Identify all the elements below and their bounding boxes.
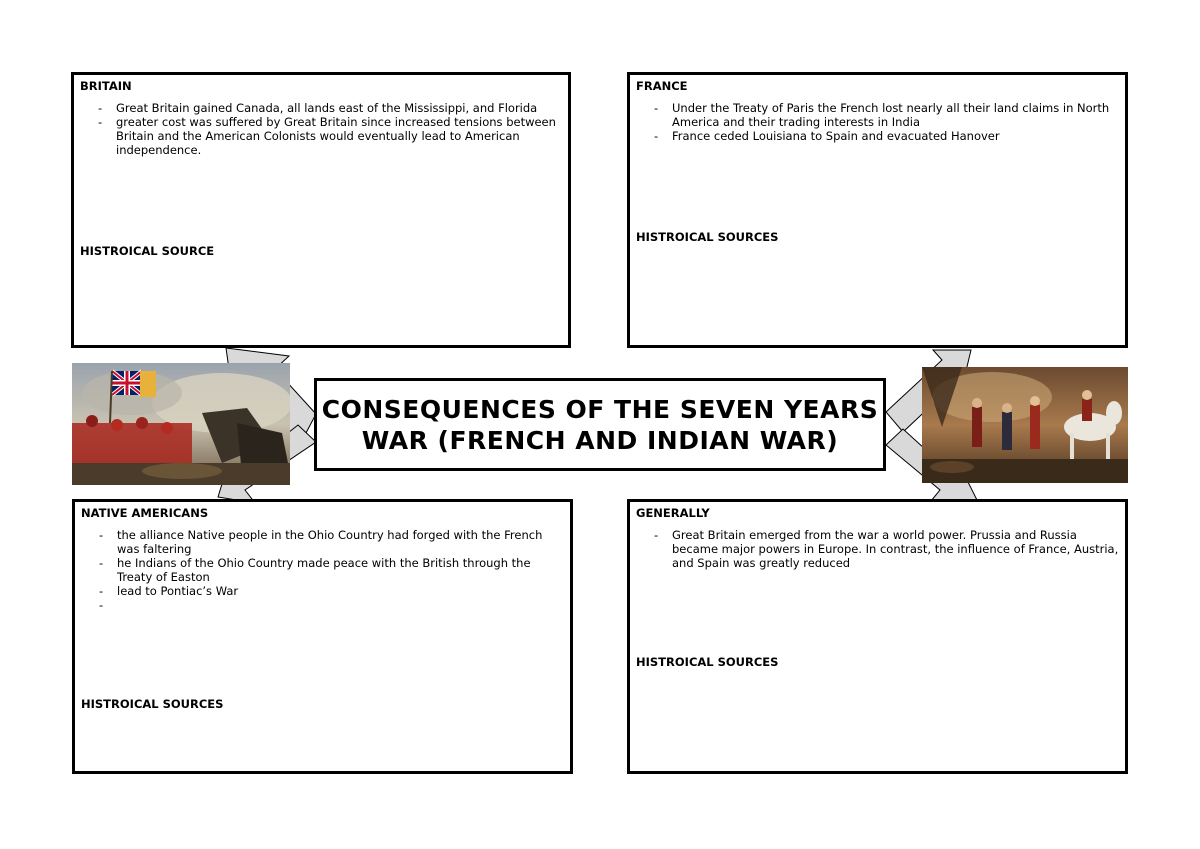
- list-item: - Great Britain emerged from the war a world power. Prussia and Russia became major powers in Europe. In contrast, the influence of France, Austria, and Spain was greatly reduced: [654, 528, 1119, 570]
- france-box: [627, 72, 1128, 348]
- britain-box: [71, 72, 571, 348]
- list-item: - greater cost was suffered by Great Britain since increased tensions between Britain and the American Colonists would eventually lead to American independence.: [98, 115, 562, 157]
- page-title-line-1: CONSEQUENCES OF THE SEVEN YEARS: [321, 394, 879, 424]
- generally-heading: GENERALLY: [636, 506, 710, 520]
- france-points: [636, 101, 1119, 143]
- list-item: - he Indians of the Ohio Country made peace with the British through the Treaty of Easton: [99, 556, 564, 584]
- page-title-box: [314, 378, 886, 471]
- list-item: [99, 598, 564, 612]
- france-heading: FRANCE: [636, 79, 688, 93]
- list-item: - Under the Treaty of Paris the French lost nearly all their land claims in North America and their trading interests in India: [654, 101, 1119, 129]
- generally-box: [627, 499, 1128, 774]
- generally-points: [636, 528, 1119, 570]
- list-item: - France ceded Louisiana to Spain and evacuated Hanover: [654, 129, 1119, 143]
- native-americans-box: [72, 499, 573, 774]
- native-source-label: HISTROICAL SOURCES: [81, 697, 224, 711]
- britain-source-label: HISTROICAL SOURCE: [80, 244, 215, 258]
- battle-painting-right: [922, 367, 1128, 483]
- battle-painting-left: [72, 363, 290, 485]
- list-item: - lead to Pontiac’s War: [99, 584, 564, 598]
- list-item: - the alliance Native people in the Ohio Country had forged with the French was faltering: [99, 528, 564, 556]
- britain-points: [80, 101, 562, 157]
- britain-heading: BRITAIN: [80, 79, 132, 93]
- generally-source-label: HISTROICAL SOURCES: [636, 655, 779, 669]
- native-heading: NATIVE AMERICANS: [81, 506, 209, 520]
- list-item: - Great Britain gained Canada, all lands east of the Mississippi, and Florida: [98, 101, 562, 115]
- page-title-line-2: WAR (FRENCH AND INDIAN WAR): [361, 425, 839, 455]
- native-points: [81, 528, 564, 612]
- france-source-label: HISTROICAL SOURCES: [636, 230, 779, 244]
